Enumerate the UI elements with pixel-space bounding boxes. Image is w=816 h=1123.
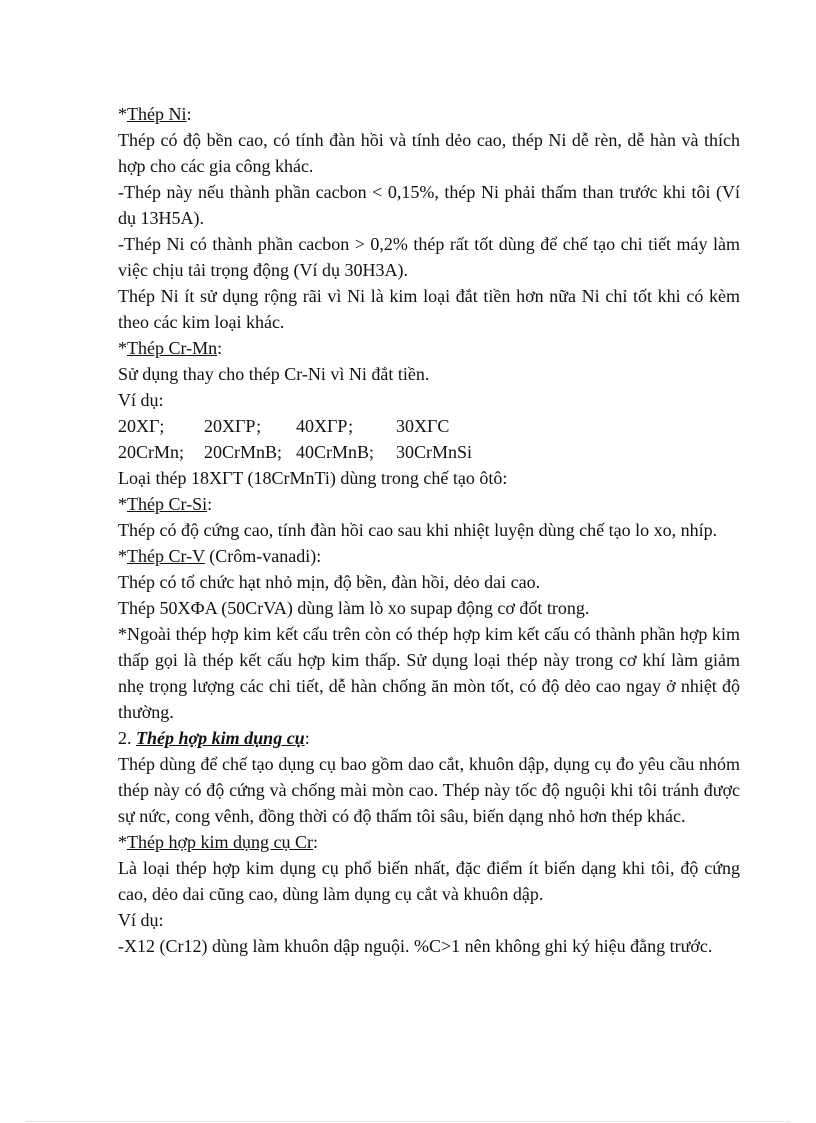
grade-cell: 20CrMn; (118, 442, 185, 462)
heading-suffix: : (217, 338, 223, 358)
paragraph: Thép có độ bền cao, có tính đàn hồi và tính dẻo cao, thép Ni dễ rèn, dễ hàn và thích hợp cho các gia công khác. (118, 130, 740, 176)
heading-suffix: : (207, 494, 213, 514)
heading-thep-cr-mn (118, 335, 740, 361)
heading-suffix: : (313, 832, 319, 852)
paragraph: Là loại thép hợp kim dụng cụ phổ biến nhất, đặc điểm ít biến dạng khi tôi, độ cứng cao, dẻo dai cũng cao, dùng làm dụng cụ cắt và khuôn dập. (118, 858, 740, 904)
grade-cell: 40CrMnB; (296, 442, 375, 462)
grade-cell: 20XГ; (118, 416, 165, 436)
heading-text: Thép Ni (127, 104, 187, 124)
section-suffix: : (304, 728, 310, 748)
heading-suffix: : (186, 104, 192, 124)
heading-thep-cr-si (118, 491, 740, 517)
section-heading-tool-steel (118, 725, 740, 751)
grade-cell: 30CrMnSi (396, 442, 473, 462)
heading-suffix: (Crôm-vanadi): (204, 546, 322, 566)
steel-grades-row (118, 413, 740, 439)
paragraph: Sử dụng thay cho thép Cr-Ni vì Ni đắt tiền. (118, 364, 430, 384)
heading-prefix: * (118, 546, 127, 566)
paragraph: -Thép Ni có thành phần cacbon > 0,2% thép rất tốt dùng để chế tạo chi tiết máy làm việc chịu tải trọng động (Ví dụ 30H3A). (118, 234, 740, 280)
page-bottom-divider (26, 1121, 790, 1122)
heading-prefix: * (118, 338, 127, 358)
example-label: Ví dụ: (118, 390, 164, 410)
heading-thep-cr-v (118, 543, 740, 569)
heading-text: Thép Cr-Si (127, 494, 208, 514)
paragraph: Thép có tổ chức hạt nhỏ mịn, độ bền, đàn hồi, dẻo dai cao. (118, 572, 541, 592)
heading-thep-hop-kim-dung-cu-cr (118, 829, 740, 855)
paragraph: -X12 (Cr12) dùng làm khuôn dập nguội. %C>1 nên không ghi ký hiệu đằng trước. (118, 936, 713, 956)
grade-cell: 20CrMnB; (204, 442, 283, 462)
paragraph: Thép Ni ít sử dụng rộng rãi vì Ni là kim loại đắt tiền hơn nữa Ni chỉ tốt khi có kèm theo các kim loại khác. (118, 286, 740, 332)
grade-cell: 40XГР; (296, 416, 354, 436)
heading-prefix: * (118, 104, 127, 124)
document-page (118, 101, 740, 959)
section-title: Thép hợp kim dụng cụ (136, 728, 305, 748)
paragraph: Thép dùng để chế tạo dụng cụ bao gồm dao cắt, khuôn dập, dụng cụ đo yêu cầu nhóm thép này có độ cứng và chống mài mòn cao. Thép này tốc độ nguội khi tôi tránh được sự nức, cong vênh, đồng thời có độ thấm tôi sâu, biến dạng nhỏ hơn thép khác. (118, 754, 740, 826)
heading-text: Thép hợp kim dụng cụ Cr (127, 832, 313, 852)
paragraph: Loại thép 18XГT (18CrMnTi) dùng trong chế tạo ôtô: (118, 468, 508, 488)
steel-grades-row (118, 439, 740, 465)
heading-prefix: * (118, 494, 127, 514)
paragraph: Thép 50XФA (50CrVA) dùng làm lò xo supap động cơ đốt trong. (118, 598, 590, 618)
heading-text: Thép Cr-Mn (127, 338, 218, 358)
example-label: Ví dụ: (118, 910, 164, 930)
section-number: 2. (118, 728, 136, 748)
heading-thep-ni (118, 101, 740, 127)
grade-cell: 30XГC (396, 416, 450, 436)
grade-cell: 20XГР; (204, 416, 262, 436)
paragraph: Thép có độ cứng cao, tính đàn hồi cao sau khi nhiệt luyện dùng chế tạo lo xo, nhíp. (118, 520, 718, 540)
heading-prefix: * (118, 832, 127, 852)
heading-text: Thép Cr-V (127, 546, 205, 566)
paragraph: -Thép này nếu thành phần cacbon < 0,15%, thép Ni phải thấm than trước khi tôi (Ví dụ 13H5A). (118, 182, 740, 228)
paragraph: *Ngoài thép hợp kim kết cấu trên còn có thép hợp kim kết cấu có thành phần hợp kim thấp gọi là thép kết cấu hợp kim thấp. Sử dụng loại thép này trong cơ khí làm giảm nhẹ trọng lượng các chi tiết, dễ hàn chống ăn mòn tốt, có độ dẻo cao ngay ở nhiệt độ thường. (118, 624, 740, 722)
